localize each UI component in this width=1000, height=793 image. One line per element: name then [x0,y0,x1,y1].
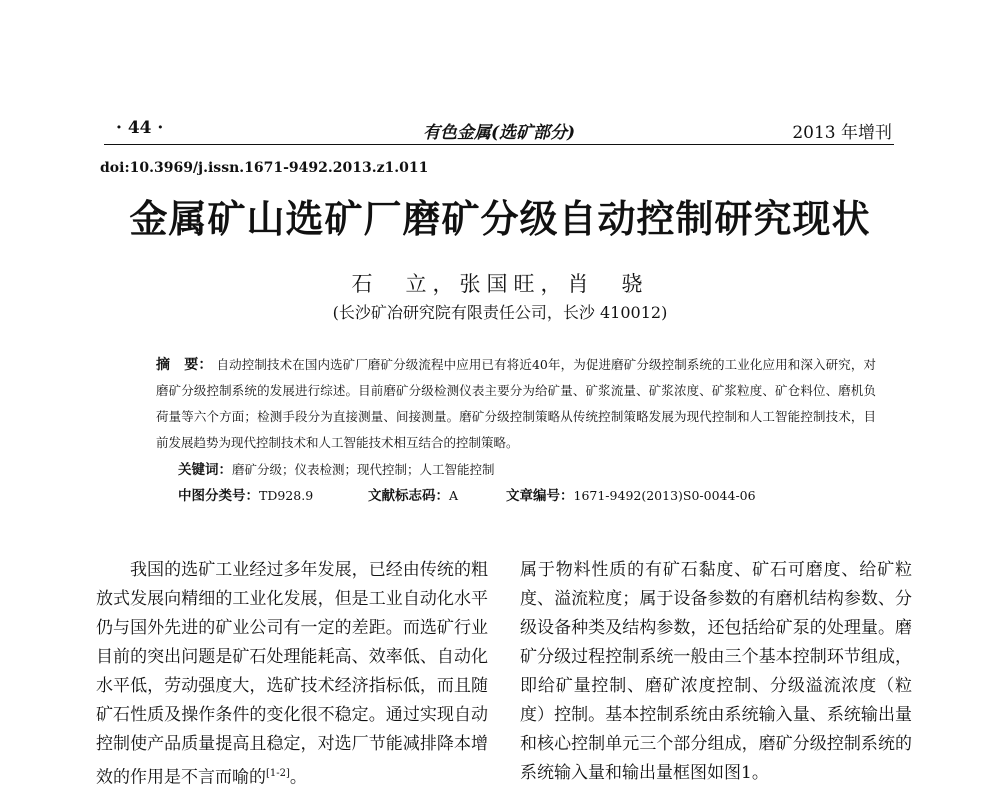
citation: [1-2] [266,768,290,779]
body-right-column [520,556,912,788]
doi: doi:10.3969/j.issn.1671-9492.2013.z1.011 [100,160,429,176]
abstract-label: 摘 要： [156,357,213,373]
abstract-text: 自动控制技术在国内选矿厂磨矿分级流程中应用已有将近40年，为促进磨矿分级控制系统的工业化应用和深入研究，对磨矿分级控制系统的发展进行综述。目前磨矿分级检测仪表主要分为给矿量、矿浆流量、矿浆浓度、矿浆粒度、矿仓料位、磨机负荷量等六个方面；检测手段分为直接测量、间接测量。磨矿分级控制策略从传统控制策略发展为现代控制和人工智能控制技术，目前发展趋势为现代控制技术和人工智能技术相互结合的控制策略。 [156,357,876,450]
body-left-text: 我国的选矿工业经过多年发展，已经由传统的粗放式发展向精细的工业化发展，但是工业自动化水平仍与国外先进的矿业公司有一定的差距。而选矿行业目前的突出问题是矿石处理能耗高、效率低、自动化水平低，劳动强度大，选矿技术经济指标低，而且随矿石性质及操作条件的变化很不稳定。通过实现自动控制使产品质量提高且稳定，对选厂节能减排降本增效的作用是不言而喻的 [96,560,488,788]
body-left-tail: 。 [289,767,307,788]
article-no-label: 文章编号： [506,488,574,504]
document-code [368,486,458,506]
clc-label: 中图分类号： [178,488,259,504]
page-number: · 44 · [116,118,164,138]
authors: 石 立，张国旺，肖 骁 [351,272,649,296]
doc-code-label: 文献标志码： [368,488,449,504]
article-no-value: 1671-9492(2013)S0-0044-06 [573,488,756,503]
keywords-label: 关键词： [178,462,232,478]
article-number [506,486,756,506]
issue-label: 2013 年增刊 [792,123,892,143]
keywords-text: 磨矿分级；仪表检测；现代控制；人工智能控制 [232,462,495,477]
body-left-column [96,556,488,793]
paper-title: 金属矿山选矿厂磨矿分级自动控制研究现状 [129,196,871,241]
clc-number [178,486,313,506]
affiliation: (长沙矿冶研究院有限责任公司，长沙 410012) [332,303,668,322]
keywords [178,460,495,480]
body-right-text: 属于物料性质的有矿石黏度、矿石可磨度、给矿粒度、溢流粒度；属于设备参数的有磨机结构参数、分级设备种类及结构参数，还包括给矿泵的处理量。磨矿分级过程控制系统一般由三个基本控制环节组成，即给矿量控制、磨矿浓度控制、分级溢流浓度（粒度）控制。基本控制系统由系统输入量、系统输出量和核心控制单元三个部分组成，磨矿分级控制系统的系统输入量和输出量框图如图1。 [520,560,912,783]
clc-value: TD928.9 [259,488,314,503]
doc-code-value: A [449,488,459,503]
abstract [156,352,876,456]
journal-name: 有色金属(选矿部分) [422,123,576,143]
running-header [104,114,894,145]
